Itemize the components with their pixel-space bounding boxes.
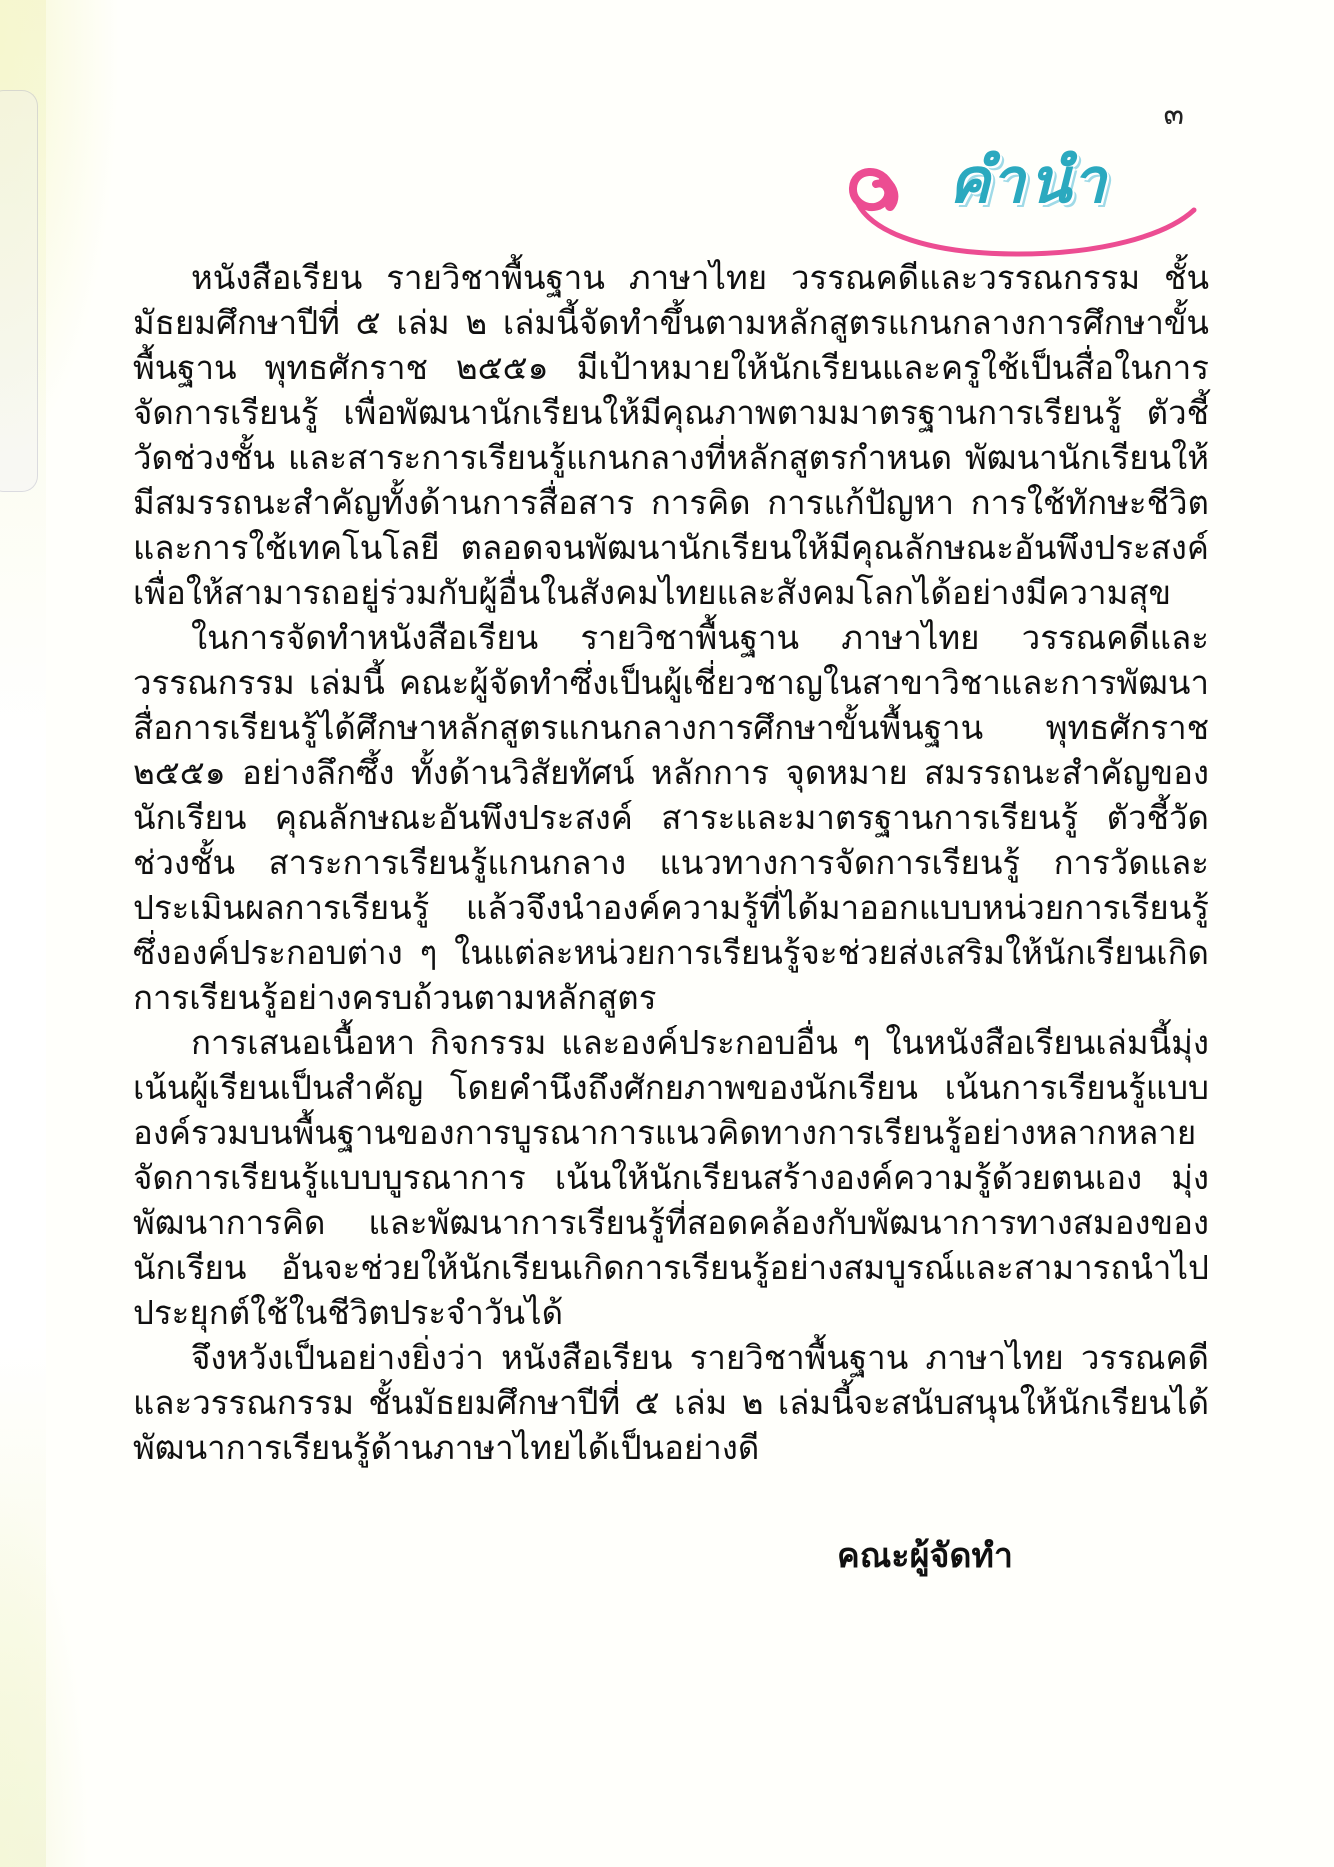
paragraph-1: หนังสือเรียน รายวิชาพื้นฐาน ภาษาไทย วรรณคดีและวรรณกรรม ชั้นมัธยมศึกษาปีที่ ๕ เล่ม ๒ เล่มนี้จัดทำขึ้นตามหลักสูตรแกนกลางการศึกษาขั้นพื้นฐาน พุทธศักราช ๒๕๕๑ มีเป้าหมายให้นักเรียนและครูใช้เป็นสื่อในการจัดการเรียนรู้ เพื่อพัฒนานักเรียนให้มีคุณภาพตามมาตรฐานการเรียนรู้ ตัวชี้วัดช่วงชั้น และสาระการเรียนรู้แกนกลางที่หลักสูตรกำหนด พัฒนานักเรียนให้มีสมรรถนะสำคัญทั้งด้านการสื่อสาร การคิด การแก้ปัญหา การใช้ทักษะชีวิต และการใช้เทคโนโลยี ตลอดจนพัฒนานักเรียนให้มีคุณลักษณะอันพึงประสงค์ เพื่อให้สามารถอยู่ร่วมกับผู้อื่นในสังคมไทยและสังคมโลกได้อย่างมีความสุข bbox=[133, 258, 1209, 612]
authors-signature: คณะผู้จัดทำ bbox=[837, 1536, 1013, 1576]
preface-body bbox=[133, 255, 1209, 1582]
page-number: ๓ bbox=[1163, 97, 1184, 132]
paragraph-3: การเสนอเนื้อหา กิจกรรม และองค์ประกอบอื่น ๆ ในหนังสือเรียนเล่มนี้มุ่งเน้นผู้เรียนเป็นสำคัญ โดยคำนึงถึงศักยภาพของนักเรียน เน้นการเรียนรู้แบบองค์รวมบนพื้นฐานของการบูรณาการแนวคิดทางการเรียนรู้อย่างหลากหลาย จัดการเรียนรู้แบบบูรณาการ เน้นให้นักเรียนสร้างองค์ความรู้ด้วยตนเอง มุ่งพัฒนาการคิด และพัฒนาการเรียนรู้ที่สอดคล้องกับพัฒนาการทางสมองของนักเรียน อันจะช่วยให้นักเรียนเกิดการเรียนรู้อย่างสมบูรณ์และสามารถนำไปประยุกต์ใช้ในชีวิตประจำวันได้ bbox=[133, 1023, 1209, 1332]
paragraph-2: ในการจัดทำหนังสือเรียน รายวิชาพื้นฐาน ภาษาไทย วรรณคดีและวรรณกรรม เล่มนี้ คณะผู้จัดทำซึ่งเป็นผู้เชี่ยวชาญในสาขาวิชาและการพัฒนาสื่อการเรียนรู้ได้ศึกษาหลักสูตรแกนกลางการศึกษาขั้นพื้นฐาน พุทธศักราช ๒๕๕๑ อย่างลึกซึ้ง ทั้งด้านวิสัยทัศน์ หลักการ จุดหมาย สมรรถนะสำคัญของนักเรียน คุณลักษณะอันพึงประสงค์ สาระและมาตรฐานการเรียนรู้ ตัวชี้วัดช่วงชั้น สาระการเรียนรู้แกนกลาง แนวทางการจัดการเรียนรู้ การวัดและประเมินผลการเรียนรู้ แล้วจึงนำองค์ความรู้ที่ได้มาออกแบบหน่วยการเรียนรู้ ซึ่งองค์ประกอบต่าง ๆ ในแต่ละหน่วยการเรียนรู้จะช่วยส่งเสริมให้นักเรียนเกิดการเรียนรู้อย่างครบถ้วนตามหลักสูตร bbox=[133, 618, 1209, 1017]
preface-header bbox=[838, 138, 1198, 263]
underlying-sheet-edge bbox=[0, 90, 38, 492]
paragraph-4: จึงหวังเป็นอย่างยิ่งว่า หนังสือเรียน รายวิชาพื้นฐาน ภาษาไทย วรรณคดีและวรรณกรรม ชั้นมัธยมศึกษาปีที่ ๕ เล่ม ๒ เล่มนี้จะสนับสนุนให้นักเรียนได้พัฒนาการเรียนรู้ด้านภาษาไทยได้เป็นอย่างดี bbox=[133, 1338, 1209, 1467]
bottom-left-corner-wash bbox=[0, 1487, 90, 1867]
preface-title: คำนำ bbox=[948, 144, 1110, 217]
